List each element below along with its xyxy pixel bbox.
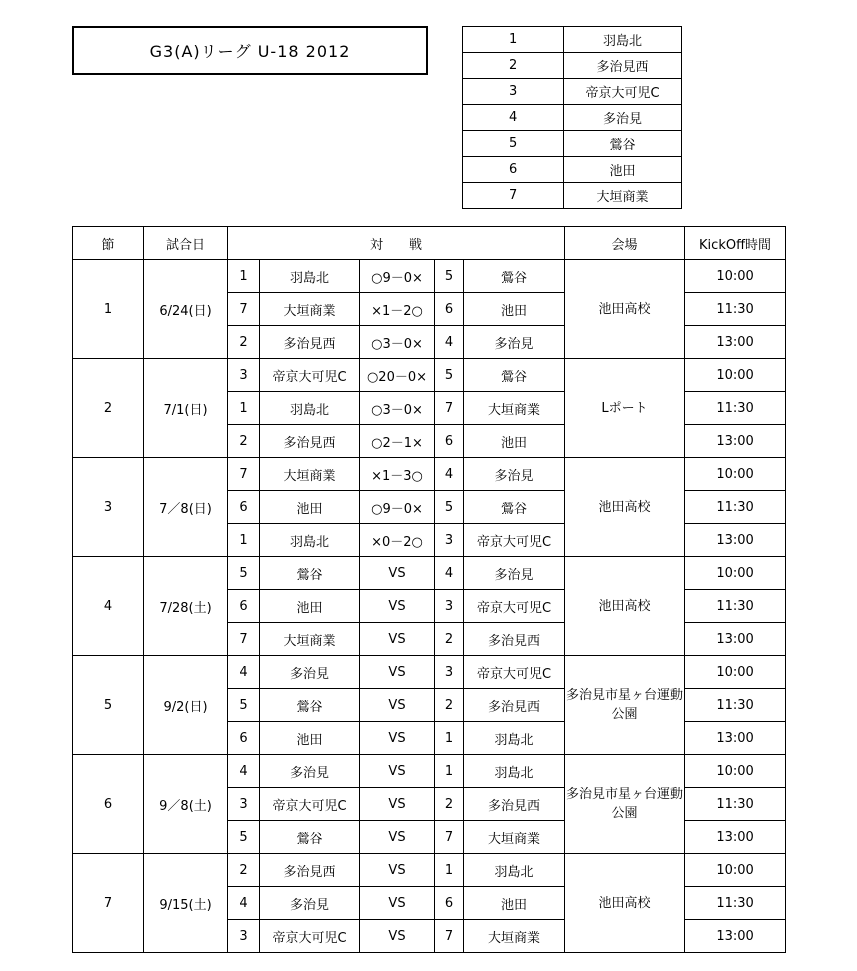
away-team-number: 5 bbox=[435, 491, 464, 524]
away-team: 帝京大可児C bbox=[464, 524, 565, 557]
match-date: 7/1(日) bbox=[144, 359, 228, 458]
match-result: VS bbox=[360, 887, 435, 920]
venue: 池田高校 bbox=[565, 854, 685, 953]
away-team: 池田 bbox=[464, 293, 565, 326]
home-team-number: 2 bbox=[228, 854, 260, 887]
away-team-number: 1 bbox=[435, 755, 464, 788]
venue: 池田高校 bbox=[565, 458, 685, 557]
home-team-number: 7 bbox=[228, 458, 260, 491]
team-row bbox=[463, 131, 682, 157]
team-name: 池田 bbox=[564, 157, 682, 183]
match-row bbox=[73, 755, 786, 788]
team-number: 2 bbox=[463, 53, 564, 79]
kickoff-time: 10:00 bbox=[685, 557, 786, 590]
away-team-number: 6 bbox=[435, 293, 464, 326]
home-team: 多治見西 bbox=[260, 425, 360, 458]
team-name: 帝京大可児C bbox=[564, 79, 682, 105]
table-header-row bbox=[73, 227, 786, 260]
kickoff-time: 10:00 bbox=[685, 656, 786, 689]
away-team: 池田 bbox=[464, 887, 565, 920]
home-team: 大垣商業 bbox=[260, 293, 360, 326]
home-team: 帝京大可児C bbox=[260, 788, 360, 821]
match-row bbox=[73, 854, 786, 887]
match-result: VS bbox=[360, 920, 435, 953]
kickoff-time: 13:00 bbox=[685, 425, 786, 458]
away-team: 池田 bbox=[464, 425, 565, 458]
match-result: VS bbox=[360, 821, 435, 854]
match-result: ○9－0× bbox=[360, 260, 435, 293]
away-team: 大垣商業 bbox=[464, 821, 565, 854]
team-name: 鶯谷 bbox=[564, 131, 682, 157]
away-team: 大垣商業 bbox=[464, 392, 565, 425]
home-team: 池田 bbox=[260, 722, 360, 755]
home-team-number: 7 bbox=[228, 623, 260, 656]
team-number-list bbox=[462, 26, 682, 209]
kickoff-time: 11:30 bbox=[685, 788, 786, 821]
kickoff-time: 11:30 bbox=[685, 689, 786, 722]
away-team: 多治見 bbox=[464, 458, 565, 491]
home-team-number: 2 bbox=[228, 326, 260, 359]
match-result: VS bbox=[360, 623, 435, 656]
match-result: VS bbox=[360, 590, 435, 623]
team-number: 6 bbox=[463, 157, 564, 183]
home-team: 多治見 bbox=[260, 887, 360, 920]
match-schedule-table bbox=[72, 226, 786, 953]
team-row bbox=[463, 105, 682, 131]
team-name: 羽島北 bbox=[564, 27, 682, 53]
team-row bbox=[463, 79, 682, 105]
venue: Lポート bbox=[565, 359, 685, 458]
match-result: VS bbox=[360, 689, 435, 722]
home-team: 大垣商業 bbox=[260, 623, 360, 656]
team-number: 7 bbox=[463, 183, 564, 209]
away-team: 帝京大可児C bbox=[464, 590, 565, 623]
match-result: VS bbox=[360, 755, 435, 788]
away-team-number: 5 bbox=[435, 359, 464, 392]
kickoff-time: 10:00 bbox=[685, 260, 786, 293]
venue: 池田高校 bbox=[565, 260, 685, 359]
match-result: VS bbox=[360, 656, 435, 689]
home-team: 羽島北 bbox=[260, 524, 360, 557]
match-date: 9/15(土) bbox=[144, 854, 228, 953]
away-team-number: 6 bbox=[435, 425, 464, 458]
away-team: 多治見西 bbox=[464, 689, 565, 722]
home-team: 多治見西 bbox=[260, 854, 360, 887]
home-team: 帝京大可児C bbox=[260, 359, 360, 392]
kickoff-time: 11:30 bbox=[685, 887, 786, 920]
kickoff-time: 11:30 bbox=[685, 293, 786, 326]
kickoff-time: 11:30 bbox=[685, 491, 786, 524]
header-date: 試合日 bbox=[144, 227, 228, 260]
match-row bbox=[73, 260, 786, 293]
match-result: VS bbox=[360, 722, 435, 755]
away-team-number: 2 bbox=[435, 788, 464, 821]
round-number: 2 bbox=[73, 359, 144, 458]
home-team-number: 2 bbox=[228, 425, 260, 458]
kickoff-time: 10:00 bbox=[685, 854, 786, 887]
match-row bbox=[73, 557, 786, 590]
away-team-number: 4 bbox=[435, 458, 464, 491]
home-team: 大垣商業 bbox=[260, 458, 360, 491]
away-team-number: 3 bbox=[435, 590, 464, 623]
team-name: 大垣商業 bbox=[564, 183, 682, 209]
away-team-number: 4 bbox=[435, 557, 464, 590]
match-result: ○9－0× bbox=[360, 491, 435, 524]
away-team: 羽島北 bbox=[464, 755, 565, 788]
round-number: 3 bbox=[73, 458, 144, 557]
home-team-number: 3 bbox=[228, 788, 260, 821]
away-team-number: 1 bbox=[435, 722, 464, 755]
home-team: 多治見 bbox=[260, 755, 360, 788]
team-row bbox=[463, 53, 682, 79]
away-team-number: 1 bbox=[435, 854, 464, 887]
home-team-number: 5 bbox=[228, 689, 260, 722]
home-team: 鶯谷 bbox=[260, 689, 360, 722]
away-team-number: 7 bbox=[435, 821, 464, 854]
away-team-number: 2 bbox=[435, 623, 464, 656]
team-name: 多治見 bbox=[564, 105, 682, 131]
home-team-number: 3 bbox=[228, 359, 260, 392]
home-team-number: 5 bbox=[228, 821, 260, 854]
home-team-number: 7 bbox=[228, 293, 260, 326]
away-team: 多治見 bbox=[464, 326, 565, 359]
away-team: 鶯谷 bbox=[464, 260, 565, 293]
away-team: 多治見西 bbox=[464, 623, 565, 656]
match-result: ×0－2○ bbox=[360, 524, 435, 557]
match-result: ○3－0× bbox=[360, 392, 435, 425]
home-team-number: 6 bbox=[228, 590, 260, 623]
kickoff-time: 13:00 bbox=[685, 722, 786, 755]
home-team: 羽島北 bbox=[260, 260, 360, 293]
away-team-number: 7 bbox=[435, 392, 464, 425]
home-team: 池田 bbox=[260, 590, 360, 623]
round-number: 4 bbox=[73, 557, 144, 656]
home-team: 多治見西 bbox=[260, 326, 360, 359]
kickoff-time: 13:00 bbox=[685, 326, 786, 359]
match-date: 6/24(日) bbox=[144, 260, 228, 359]
team-row bbox=[463, 27, 682, 53]
match-result: ○20－0× bbox=[360, 359, 435, 392]
match-row bbox=[73, 359, 786, 392]
home-team: 羽島北 bbox=[260, 392, 360, 425]
team-number: 3 bbox=[463, 79, 564, 105]
away-team: 羽島北 bbox=[464, 722, 565, 755]
away-team: 多治見西 bbox=[464, 788, 565, 821]
match-date: 7／8(日) bbox=[144, 458, 228, 557]
header-kickoff: KickOff時間 bbox=[685, 227, 786, 260]
away-team-number: 2 bbox=[435, 689, 464, 722]
away-team-number: 6 bbox=[435, 887, 464, 920]
venue: 多治見市星ヶ台運動公園 bbox=[565, 755, 685, 854]
kickoff-time: 13:00 bbox=[685, 821, 786, 854]
match-result: ×1－3○ bbox=[360, 458, 435, 491]
away-team-number: 3 bbox=[435, 524, 464, 557]
kickoff-time: 13:00 bbox=[685, 524, 786, 557]
kickoff-time: 11:30 bbox=[685, 590, 786, 623]
home-team: 帝京大可児C bbox=[260, 920, 360, 953]
round-number: 5 bbox=[73, 656, 144, 755]
league-title: G3(A)リーグ U-18 2012 bbox=[72, 26, 428, 75]
team-row bbox=[463, 157, 682, 183]
away-team: 羽島北 bbox=[464, 854, 565, 887]
home-team-number: 4 bbox=[228, 887, 260, 920]
home-team-number: 3 bbox=[228, 920, 260, 953]
match-date: 7/28(土) bbox=[144, 557, 228, 656]
away-team-number: 5 bbox=[435, 260, 464, 293]
venue: 池田高校 bbox=[565, 557, 685, 656]
match-result: ○2－1× bbox=[360, 425, 435, 458]
home-team: 鶯谷 bbox=[260, 821, 360, 854]
team-number: 1 bbox=[463, 27, 564, 53]
home-team-number: 1 bbox=[228, 524, 260, 557]
match-row bbox=[73, 656, 786, 689]
round-number: 7 bbox=[73, 854, 144, 953]
match-result: VS bbox=[360, 788, 435, 821]
kickoff-time: 13:00 bbox=[685, 920, 786, 953]
away-team: 大垣商業 bbox=[464, 920, 565, 953]
away-team-number: 4 bbox=[435, 326, 464, 359]
venue: 多治見市星ヶ台運動公園 bbox=[565, 656, 685, 755]
away-team: 帝京大可児C bbox=[464, 656, 565, 689]
team-number: 4 bbox=[463, 105, 564, 131]
team-name: 多治見西 bbox=[564, 53, 682, 79]
away-team: 鶯谷 bbox=[464, 491, 565, 524]
home-team-number: 6 bbox=[228, 722, 260, 755]
round-number: 6 bbox=[73, 755, 144, 854]
match-date: 9／8(土) bbox=[144, 755, 228, 854]
match-result: VS bbox=[360, 557, 435, 590]
home-team: 鶯谷 bbox=[260, 557, 360, 590]
match-result: ○3－0× bbox=[360, 326, 435, 359]
kickoff-time: 10:00 bbox=[685, 755, 786, 788]
home-team-number: 4 bbox=[228, 755, 260, 788]
home-team-number: 1 bbox=[228, 260, 260, 293]
kickoff-time: 11:30 bbox=[685, 392, 786, 425]
team-number: 5 bbox=[463, 131, 564, 157]
kickoff-time: 10:00 bbox=[685, 359, 786, 392]
header-section: 節 bbox=[73, 227, 144, 260]
match-result: ×1－2○ bbox=[360, 293, 435, 326]
away-team: 多治見 bbox=[464, 557, 565, 590]
away-team-number: 7 bbox=[435, 920, 464, 953]
home-team: 多治見 bbox=[260, 656, 360, 689]
match-result: VS bbox=[360, 854, 435, 887]
away-team: 鶯谷 bbox=[464, 359, 565, 392]
home-team-number: 1 bbox=[228, 392, 260, 425]
team-row bbox=[463, 183, 682, 209]
home-team-number: 6 bbox=[228, 491, 260, 524]
away-team-number: 3 bbox=[435, 656, 464, 689]
match-row bbox=[73, 458, 786, 491]
header-match: 対 戦 bbox=[228, 227, 565, 260]
kickoff-time: 10:00 bbox=[685, 458, 786, 491]
round-number: 1 bbox=[73, 260, 144, 359]
match-date: 9/2(日) bbox=[144, 656, 228, 755]
home-team-number: 5 bbox=[228, 557, 260, 590]
home-team: 池田 bbox=[260, 491, 360, 524]
header-venue: 会場 bbox=[565, 227, 685, 260]
kickoff-time: 13:00 bbox=[685, 623, 786, 656]
home-team-number: 4 bbox=[228, 656, 260, 689]
